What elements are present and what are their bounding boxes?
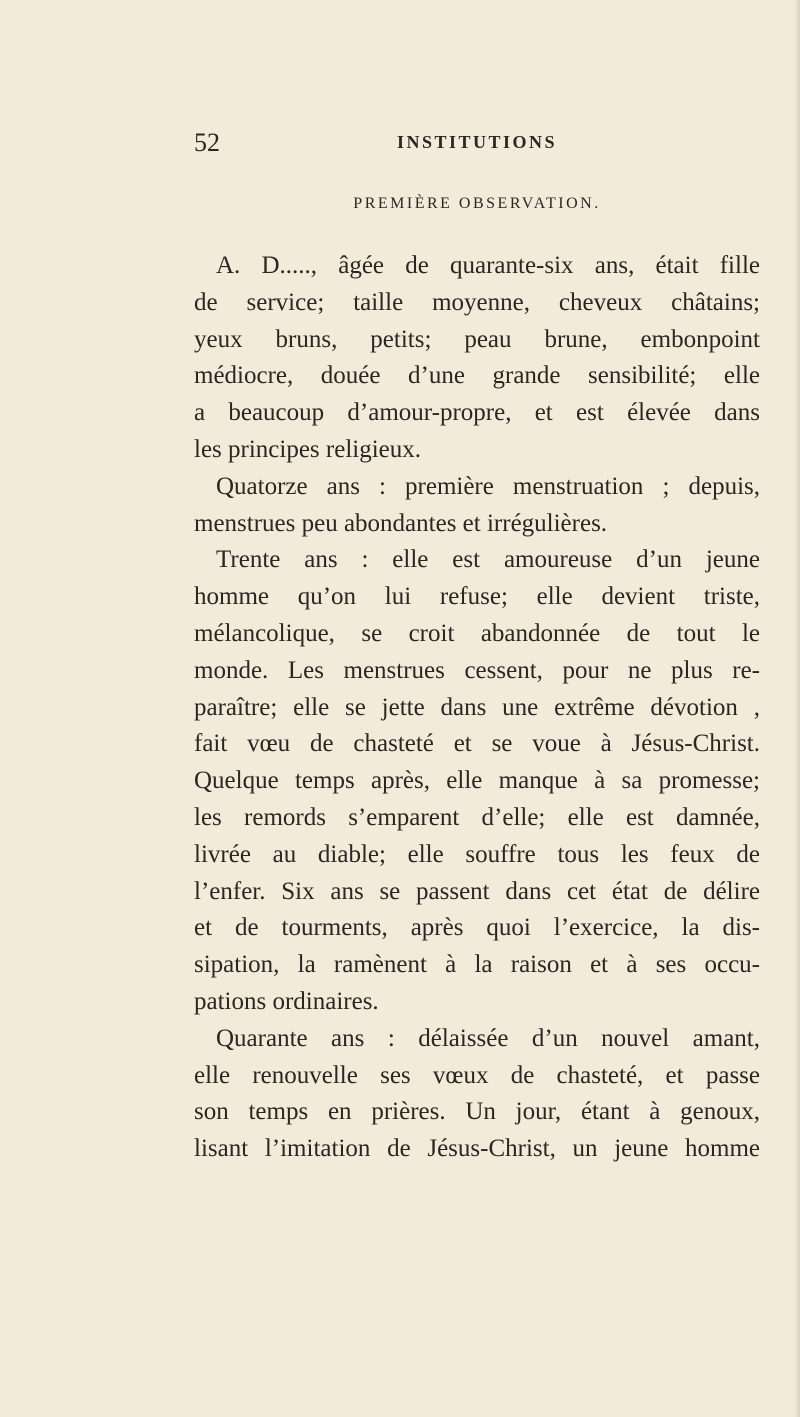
- text-line: monde. Les menstrues cessent, pour ne plus re-: [194, 656, 760, 684]
- text-line: Quelque temps après, elle manque à sa promesse;: [194, 767, 760, 795]
- text-line: lisant l’imitation de Jésus-Christ, un jeune homme: [194, 1135, 760, 1163]
- text-line: médiocre, douée d’une grande sensibilité; elle: [194, 362, 760, 390]
- body-text: [194, 248, 760, 1168]
- text-line: les principes religieux.: [194, 435, 422, 463]
- page-number: 52: [194, 128, 220, 157]
- text-line: paraître; elle se jette dans une extrême dévotion ,: [194, 693, 760, 721]
- text-line: de service; taille moyenne, cheveux châtains;: [194, 288, 760, 316]
- text-line: l’enfer. Six ans se passent dans cet état de délire: [194, 877, 760, 905]
- text-line: livrée au diable; elle souffre tous les feux de: [194, 840, 760, 868]
- text-line: a beaucoup d’amour-propre, et est élevée dans: [194, 399, 760, 427]
- text-line: et de tourments, après quoi l’exercice, la dis-: [194, 914, 760, 942]
- text-line: sipation, la ramènent à la raison et à ses occu-: [194, 951, 760, 979]
- text-line: fait vœu de chasteté et se voue à Jésus-Christ.: [194, 730, 760, 758]
- text-line: elle renouvelle ses vœux de chasteté, et passe: [194, 1061, 760, 1089]
- text-line: son temps en prières. Un jour, étant à genoux,: [194, 1098, 760, 1126]
- text-line: les remords s’emparent d’elle; elle est damnée,: [194, 803, 760, 831]
- text-line: Quarante ans : délaissée d’un nouvel amant,: [216, 1024, 760, 1052]
- text-line: menstrues peu abondantes et irrégulières.: [194, 509, 608, 537]
- page-edge: [794, 0, 800, 1417]
- text-line: mélancolique, se croit abandonnée de tout le: [194, 619, 760, 647]
- text-line: Trente ans : elle est amoureuse d’un jeune: [216, 546, 760, 574]
- text-line: A. D....., âgée de quarante-six ans, était fille: [216, 252, 760, 279]
- text-line: yeux bruns, petits; peau brune, embonpoint: [194, 325, 760, 353]
- text-line: Quatorze ans : première menstruation ; depuis,: [216, 472, 760, 500]
- text-line: pations ordinaires.: [194, 987, 379, 1015]
- running-title: INSTITUTIONS: [396, 132, 558, 152]
- section-title: PREMIÈRE OBSERVATION.: [353, 195, 601, 212]
- text-line: homme qu’on lui refuse; elle devient triste,: [194, 583, 760, 611]
